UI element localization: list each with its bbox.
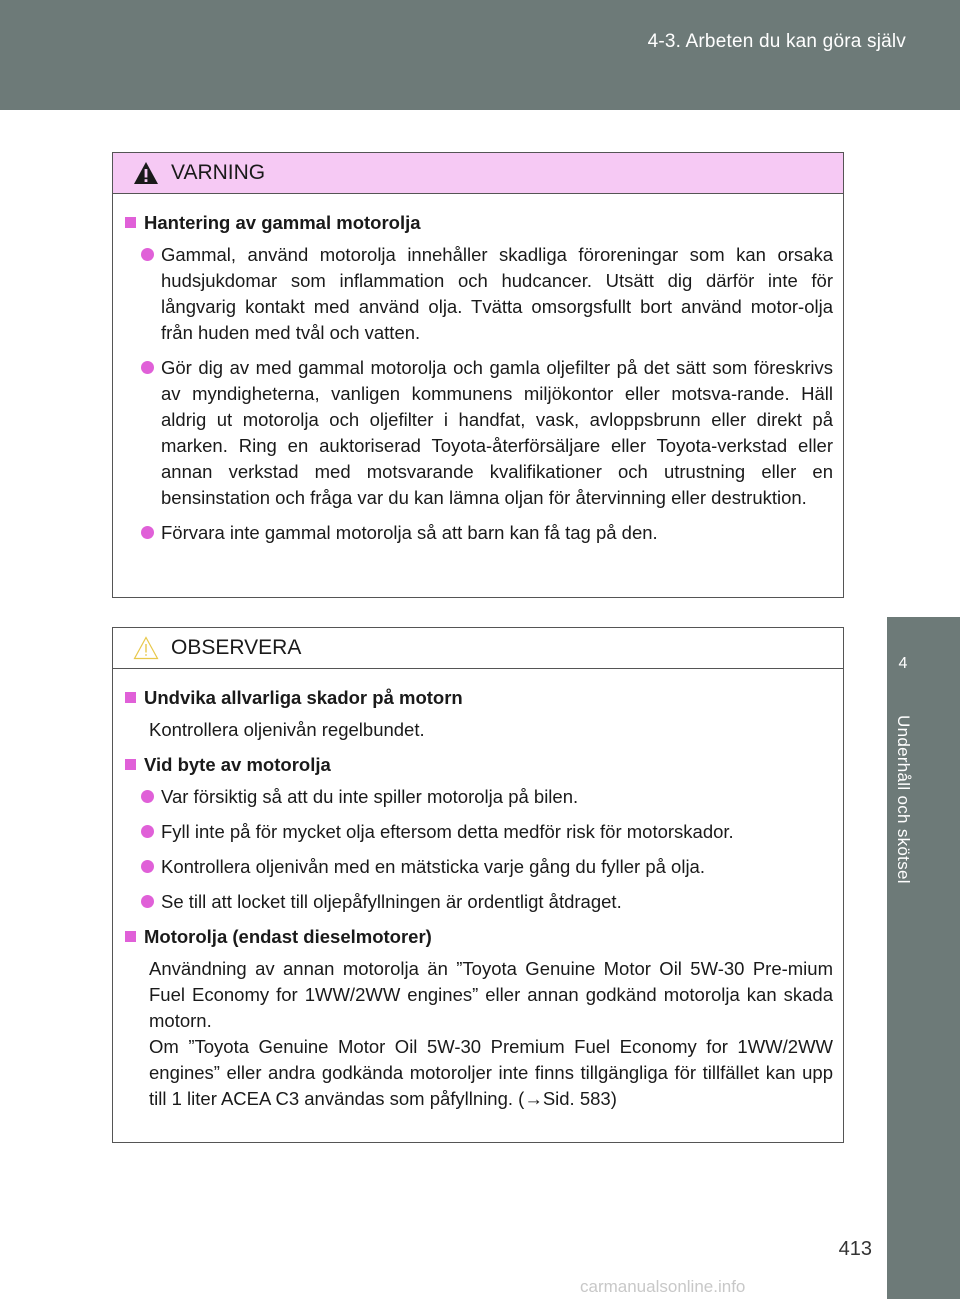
section-heading [125, 685, 833, 711]
bullet-text: Gammal, använd motorolja innehåller skadliga föroreningar som kan orsaka hudsjukdomar som inflammation och hudcancer. Utsätt dig därför inte för långvarig kontakt med använd olja. Tvätta omsorgsfullt bort använd motor-olja från huden med tvål och vatten. [161, 244, 833, 343]
watermark: carmanualsonline.info [580, 1277, 746, 1296]
warning-title: VARNING [171, 161, 266, 184]
header-bar [0, 0, 960, 110]
section-heading [125, 752, 833, 778]
heading-text: Hantering av gammal motorolja [144, 212, 421, 233]
notice-box-content [113, 669, 843, 1112]
bullet-text: Fyll inte på för mycket olja eftersom detta medför risk för motorskador. [161, 821, 734, 842]
warning-box-content [113, 194, 843, 546]
square-bullet-icon [125, 931, 136, 942]
section-heading [125, 210, 833, 236]
square-bullet-icon [125, 692, 136, 703]
bullet-text: Förvara inte gammal motorolja så att barn kan få tag på den. [161, 522, 658, 543]
bullet-item [141, 355, 833, 511]
paragraph: Användning av annan motorolja än ”Toyota Genuine Motor Oil 5W-30 Pre-mium Fuel Economy for 1WW/2WW engines” eller annan godkänd motorolja kan skada motorn. [149, 958, 833, 1031]
warning-box-header [113, 153, 843, 194]
chapter-side-tab [887, 617, 960, 1299]
bullet-item [141, 520, 833, 546]
chapter-name: Underhåll och skötsel [894, 715, 913, 884]
bullet-text: Kontrollera oljenivån med en mätsticka varje gång du fyller på olja. [161, 856, 705, 877]
bullet-item [141, 784, 833, 810]
round-bullet-icon [141, 526, 154, 539]
section-title: 4-3. Arbeten du kan göra själv [647, 31, 906, 52]
paragraph: Kontrollera oljenivån regelbundet. [149, 719, 425, 740]
paragraph: Om ”Toyota Genuine Motor Oil 5W-30 Premium Fuel Economy for 1WW/2WW engines” eller andra godkända motoroljer inte finns tillgängliga för tillfället kan upp till 1 liter ACEA C3 användas som påfyllning. (→Sid. 583) [149, 1036, 833, 1109]
square-bullet-icon [125, 759, 136, 770]
round-bullet-icon [141, 248, 154, 261]
notice-title: OBSERVERA [171, 636, 302, 659]
page-number: 413 [838, 1238, 872, 1260]
notice-box [112, 627, 844, 1143]
notice-box-header [113, 628, 843, 669]
round-bullet-icon [141, 825, 154, 838]
warning-triangle-icon [133, 161, 159, 185]
bullet-item [141, 819, 833, 845]
caution-triangle-icon [133, 636, 159, 660]
heading-text: Undvika allvarliga skador på motorn [144, 687, 463, 708]
round-bullet-icon [141, 361, 154, 374]
section-heading [125, 924, 833, 950]
chapter-number: 4 [898, 655, 908, 672]
square-bullet-icon [125, 217, 136, 228]
heading-text: Vid byte av motorolja [144, 754, 331, 775]
bullet-text: Var försiktig så att du inte spiller motorolja på bilen. [161, 786, 579, 807]
bullet-item [141, 889, 833, 915]
bullet-item [141, 242, 833, 346]
heading-text: Motorolja (endast dieselmotorer) [144, 926, 432, 947]
round-bullet-icon [141, 895, 154, 908]
round-bullet-icon [141, 790, 154, 803]
bullet-text: Se till att locket till oljepåfyllningen är ordentligt åtdraget. [161, 891, 622, 912]
bullet-item [141, 854, 833, 880]
warning-box [112, 152, 844, 598]
round-bullet-icon [141, 860, 154, 873]
bullet-text: Gör dig av med gammal motorolja och gamla oljefilter på det sätt som föreskrivs av myndigheterna, vanligen kommunens miljökontor eller motsva-rande. Häll aldrig ut motorolja och oljefilter i handfat, vask, avloppsbrunn eller direkt på marken. Ring en auktoriserad Toyota-återförsäljare eller Toyota-verkstad eller annan verkstad med motsvarande kvalifikationer och utrustning eller en bensinstation och fråga var du kan lämna oljan för återvinning eller destruktion. [161, 357, 833, 508]
